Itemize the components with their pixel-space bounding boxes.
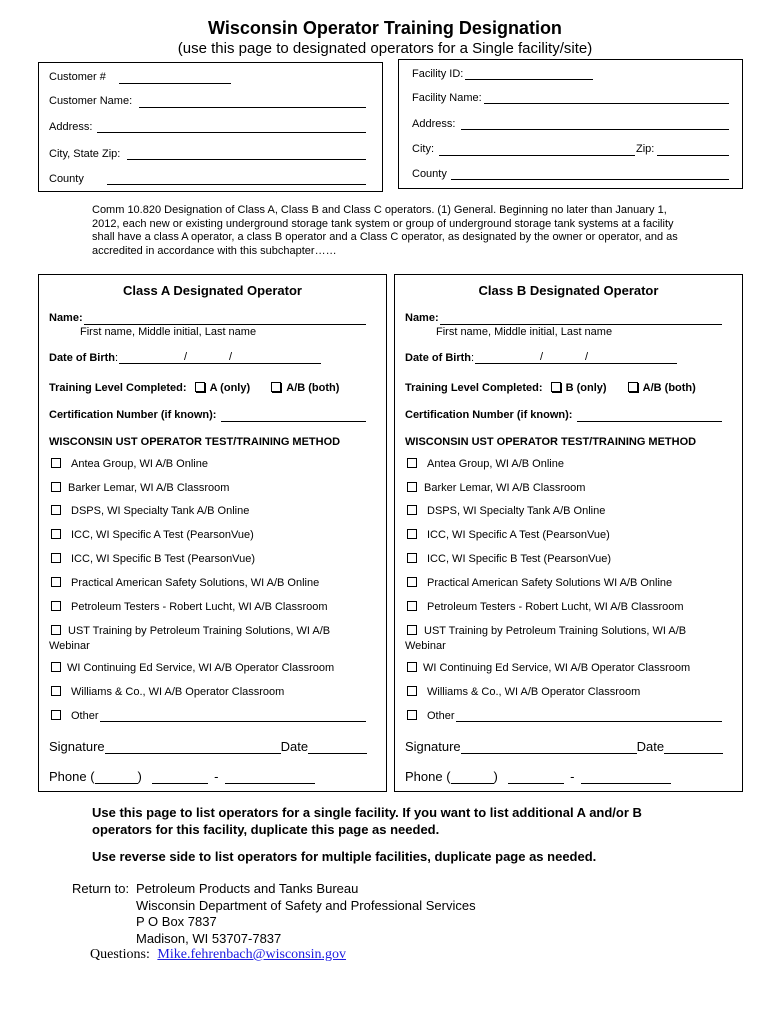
customer-city-label: City, State Zip: <box>49 148 121 160</box>
customer-county-field[interactable] <box>107 184 366 185</box>
return-to-line-2: Wisconsin Department of Safety and Professional Services <box>136 898 476 913</box>
class-a-cert-field[interactable] <box>221 421 366 422</box>
class-b-dob-field[interactable] <box>475 363 677 364</box>
checkbox-icon[interactable] <box>407 482 417 492</box>
facility-city-label: City: <box>412 143 434 155</box>
class-b-phone-label: Phone ( <box>405 769 451 784</box>
class-b-date-label: Date <box>636 739 665 754</box>
checkbox-icon[interactable] <box>51 529 61 539</box>
return-to-line-3: P O Box 7837 <box>136 914 217 929</box>
contact-email-link[interactable]: Mike.fehrenbach@wisconsin.gov <box>157 947 347 962</box>
class-b-other-field[interactable] <box>456 721 722 722</box>
checkbox-icon[interactable] <box>407 577 417 587</box>
checkbox-icon[interactable] <box>51 553 61 563</box>
checkbox-icon[interactable] <box>407 553 417 563</box>
facility-county-label: County <box>412 168 447 180</box>
class-b-name-label: Name: <box>405 312 439 324</box>
class-b-method-row[interactable]: Barker Lemar, WI A/B Classroom <box>407 482 585 494</box>
return-to-line-1: Petroleum Products and Tanks Bureau <box>136 881 359 896</box>
class-b-method-heading: WISCONSIN UST OPERATOR TEST/TRAINING METHOD <box>405 436 697 448</box>
class-b-name-hint: First name, Middle initial, Last name <box>436 326 613 338</box>
customer-name-label: Customer Name: <box>49 95 133 107</box>
class-b-method-row[interactable]: Practical American Safety Solutions WI A/B Online <box>407 577 672 589</box>
class-a-training-label: Training Level Completed: <box>49 382 187 394</box>
class-b-name-field[interactable] <box>440 324 722 325</box>
class-b-training-label: Training Level Completed: <box>405 382 543 394</box>
return-to-label: Return to: <box>72 881 130 896</box>
checkbox-icon[interactable] <box>51 686 61 696</box>
class-a-box: Class A Designated Operator Name: First name, Middle initial, Last name Date of Birth: / / Training Level Completed: A (only) A/B (both) Certification Number (if known): WISCONSIN UST OPERATOR TEST/TRAINING METHOD Antea Group, WI A/B Online Barker Lemar, WI A/B Classroom DSPS, WI Specialty Tank A/B Online ICC, WI Specific A Test (PearsonVue) ICC, WI Specific B Test (PearsonVue) Practical American Safety Solutions, WI A/B Online Petroleum Testers - Robert Lucht, WI A/B Classroom UST Training by Petroleum Training Solutions, WI A/B Webinar WI Continuing Ed Service, WI A/B Operator Classroom Williams & Co., WI A/B Operator Classroom Other Signature Date Phone ( ) - <box>38 274 387 792</box>
class-a-method-row[interactable]: Other <box>51 710 99 722</box>
checkbox-icon[interactable] <box>407 458 417 468</box>
class-a-phone-prefix-field[interactable] <box>152 772 208 784</box>
questions-label: Questions: <box>90 947 150 962</box>
class-b-method-continuation: Webinar <box>405 640 446 652</box>
checkbox-icon[interactable] <box>51 710 61 720</box>
customer-address-label: Address: <box>49 121 93 133</box>
checkbox-icon[interactable] <box>407 529 417 539</box>
class-a-method-row[interactable]: ICC, WI Specific A Test (PearsonVue) <box>51 529 254 541</box>
class-b-option-1-checkbox[interactable] <box>551 382 561 392</box>
class-a-method-row[interactable]: DSPS, WI Specialty Tank A/B Online <box>51 505 249 517</box>
class-a-method-row[interactable]: WI Continuing Ed Service, WI A/B Operator Classroom <box>51 662 334 674</box>
facility-name-field[interactable] <box>484 103 729 104</box>
class-a-date-label: Date <box>280 739 309 754</box>
customer-number-label: Customer # <box>49 71 106 83</box>
checkbox-icon[interactable] <box>407 662 417 672</box>
class-b-cert-field[interactable] <box>577 421 722 422</box>
class-a-dob-label: Date of Birth <box>49 352 115 364</box>
class-a-method-row[interactable]: Practical American Safety Solutions, WI A/B Online <box>51 577 319 589</box>
facility-zip-field[interactable] <box>657 155 729 156</box>
class-a-method-row[interactable]: Barker Lemar, WI A/B Classroom <box>51 482 229 494</box>
checkbox-icon[interactable] <box>51 458 61 468</box>
class-b-method-row[interactable]: ICC, WI Specific A Test (PearsonVue) <box>407 529 610 541</box>
customer-box <box>38 62 383 192</box>
class-a-option-1-checkbox[interactable] <box>195 382 205 392</box>
class-a-phone-label: Phone ( <box>49 769 95 784</box>
customer-address-field[interactable] <box>97 132 366 133</box>
class-b-method-row[interactable]: Williams & Co., WI A/B Operator Classroom <box>407 686 640 698</box>
class-b-signature-label: Signature <box>405 739 461 754</box>
checkbox-icon[interactable] <box>407 505 417 515</box>
class-a-dob-field[interactable] <box>119 363 321 364</box>
class-a-date-field[interactable] <box>308 742 367 754</box>
class-a-cert-label: Certification Number (if known): <box>49 409 217 421</box>
class-b-option-2-label: A/B (both) <box>642 382 696 394</box>
class-a-heading: Class A Designated Operator <box>123 283 302 298</box>
facility-city-field[interactable] <box>439 155 635 156</box>
class-b-phone-prefix-field[interactable] <box>508 772 564 784</box>
class-a-method-row[interactable]: UST Training by Petroleum Training Solutions, WI A/B <box>51 625 330 637</box>
class-a-phone-area-field[interactable] <box>95 772 138 784</box>
class-a-option-2-checkbox[interactable] <box>271 382 281 392</box>
customer-city-field[interactable] <box>127 159 366 160</box>
class-a-method-continuation: Webinar <box>49 640 90 652</box>
customer-name-field[interactable] <box>139 107 366 108</box>
note-multiple-facilities: Use reverse side to list operators for multiple facilities, duplicate page as needed. <box>92 849 597 864</box>
page-title: Wisconsin Operator Training Designation <box>208 18 562 38</box>
class-b-method-row[interactable]: Other <box>407 710 455 722</box>
note-single-facility: Use this page to list operators for a single facility. If you want to list additional A and/or B operators for this facility, duplicate this page as needed. <box>92 805 642 837</box>
facility-name-label: Facility Name: <box>412 92 482 104</box>
page-subtitle: (use this page to designated operators for a Single facility/site) <box>177 40 593 57</box>
class-b-heading: Class B Designated Operator <box>478 283 659 298</box>
customer-number-field[interactable] <box>119 83 231 84</box>
class-a-phone-number-field[interactable] <box>225 772 315 784</box>
facility-id-field[interactable] <box>465 79 593 80</box>
comm-paragraph: Comm 10.820 Designation of Class A, Class B and Class C operators. (1) General. Beginning no later than January 1, 2012, each new or existing underground storage tank system or group of underground storage tank systems at a facility shall have a class A operator, a class B operator and a Class C operator, as designated by the owner or operator, and as accredited in accordance with this subchapter…… <box>92 204 678 257</box>
facility-address-field[interactable] <box>461 129 729 130</box>
class-a-method-row[interactable]: ICC, WI Specific B Test (PearsonVue) <box>51 553 255 565</box>
class-b-method-row[interactable]: ICC, WI Specific B Test (PearsonVue) <box>407 553 611 565</box>
facility-id-label: Facility ID: <box>412 68 464 80</box>
customer-county-label: County <box>49 173 84 185</box>
class-b-method-row[interactable]: Petroleum Testers - Robert Lucht, WI A/B Classroom <box>407 601 684 613</box>
class-a-method-heading: WISCONSIN UST OPERATOR TEST/TRAINING METHOD <box>49 436 341 448</box>
class-b-method-row[interactable]: DSPS, WI Specialty Tank A/B Online <box>407 505 605 517</box>
class-a-option-1-label: A (only) <box>209 382 251 394</box>
class-b-date-field[interactable] <box>664 742 723 754</box>
class-a-method-row[interactable]: Williams & Co., WI A/B Operator Classroom <box>51 686 284 698</box>
facility-zip-label: Zip: <box>636 143 655 155</box>
class-b-phone-number-field[interactable] <box>581 772 671 784</box>
class-b-option-1-label: B (only) <box>565 382 607 394</box>
class-b-signature-field[interactable] <box>461 742 637 754</box>
class-b-method-row[interactable]: Antea Group, WI A/B Online <box>407 458 564 470</box>
class-b-dob-label: Date of Birth <box>405 352 471 364</box>
checkbox-icon[interactable] <box>407 601 417 611</box>
checkbox-icon[interactable] <box>407 625 417 635</box>
class-a-method-row[interactable]: Petroleum Testers - Robert Lucht, WI A/B Classroom <box>51 601 328 613</box>
class-a-signature-field[interactable] <box>105 742 281 754</box>
checkbox-icon[interactable] <box>407 710 417 720</box>
checkbox-icon[interactable] <box>51 662 61 672</box>
return-to-line-4: Madison, WI 53707-7837 <box>136 931 282 946</box>
checkbox-icon[interactable] <box>51 601 61 611</box>
checkbox-icon[interactable] <box>51 625 61 635</box>
class-a-option-2-label: A/B (both) <box>286 382 340 394</box>
class-a-other-field[interactable] <box>100 721 366 722</box>
class-b-option-2-checkbox[interactable] <box>628 382 638 392</box>
class-b-phone-area-field[interactable] <box>451 772 494 784</box>
class-b-method-row[interactable]: WI Continuing Ed Service, WI A/B Operator Classroom <box>407 662 690 674</box>
class-b-box: Class B Designated Operator Name: First name, Middle initial, Last name Date of Birth: / / Training Level Completed: B (only) A/B (both) Certification Number (if known): WISCONSIN UST OPERATOR TEST/TRAINING METHOD Antea Group, WI A/B Online Barker Lemar, WI A/B Classroom DSPS, WI Specialty Tank A/B Online ICC, WI Specific A Test (PearsonVue) ICC, WI Specific B Test (PearsonVue) Practical American Safety Solutions WI A/B Online Petroleum Testers - Robert Lucht, WI A/B Classroom UST Training by Petroleum Training Solutions, WI A/B Webinar WI Continuing Ed Service, WI A/B Operator Classroom Williams & Co., WI A/B Operator Classroom Other Signature Date Phone ( ) - <box>394 274 743 792</box>
facility-county-field[interactable] <box>451 179 729 180</box>
checkbox-icon[interactable] <box>51 577 61 587</box>
class-a-name-field[interactable] <box>84 324 366 325</box>
checkbox-icon[interactable] <box>51 505 61 515</box>
class-b-method-row[interactable]: UST Training by Petroleum Training Solutions, WI A/B <box>407 625 686 637</box>
facility-box <box>398 59 743 189</box>
class-a-name-label: Name: <box>49 312 83 324</box>
class-a-signature-label: Signature <box>49 739 105 754</box>
checkbox-icon[interactable] <box>407 686 417 696</box>
class-a-method-row[interactable]: Antea Group, WI A/B Online <box>51 458 208 470</box>
class-a-name-hint: First name, Middle initial, Last name <box>80 326 257 338</box>
checkbox-icon[interactable] <box>51 482 61 492</box>
facility-address-label: Address: <box>412 118 456 130</box>
class-b-cert-label: Certification Number (if known): <box>405 409 573 421</box>
